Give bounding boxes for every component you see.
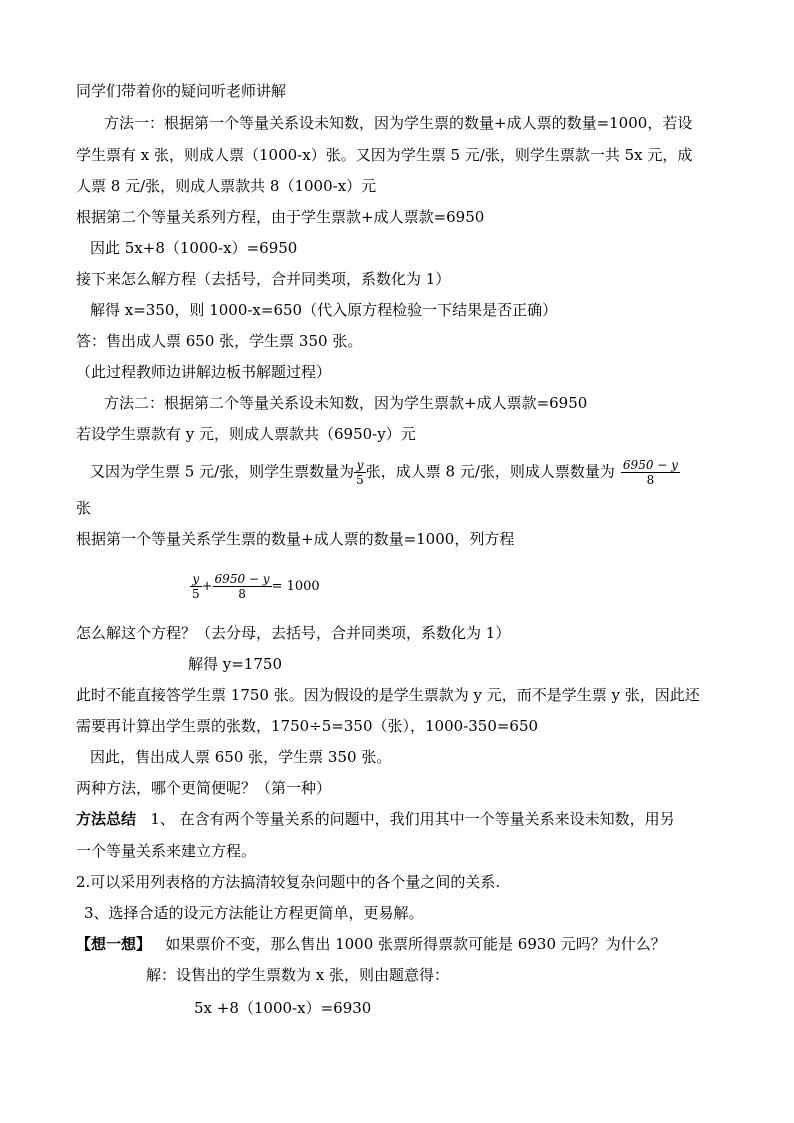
fraction-numerator: 6950 − y [214, 572, 270, 586]
text-line: 两种方法，哪个更简便呢？（第一种） [76, 779, 332, 797]
fraction-6950-minus-y-over-8 [213, 572, 272, 601]
text-line: 此时不能直接答学生票 1750 张。因为假设的是学生票款为 y 元，而不是学生票 y 张，因此还 [76, 686, 700, 704]
text-line: 一个等量关系来建立方程。 [76, 842, 257, 860]
fraction-y-over-5 [190, 572, 202, 601]
method-one-paragraph: 方法一：根据第一个等量关系设未知数，因为学生票的数量+成人票的数量=1000，若设 [104, 114, 693, 132]
text-line: 需要再计算出学生票的张数，1750÷5=350（张），1000-350=650 [76, 717, 539, 735]
answer-line: 答：售出成人票 650 张，学生票 350 张。 [76, 332, 363, 350]
equation-line: 因此 5x+8（1000-x）=6950 [90, 239, 298, 257]
text-line: 人票 8 元/张，则成人票款共 8（1000-x）元 [76, 177, 377, 195]
fraction-denominator: 5 [192, 587, 200, 601]
text-segment: 张，成人票 8 元/张，则成人票数量为 [365, 462, 615, 481]
summary-point-one: 1、 在含有两个等量关系的问题中，我们用其中一个等量关系来设未知数，用另 [150, 810, 675, 828]
text-line: 根据第二个等量关系列方程，由于学生票款+成人票款=6950 [76, 208, 485, 226]
think-heading: 【想一想】 [76, 935, 152, 953]
summary-heading: 方法总结 [76, 810, 137, 828]
fraction-denominator: 8 [213, 586, 272, 601]
text-line: 张 [76, 499, 92, 517]
fraction-numerator: y [356, 458, 364, 472]
text-line: 怎么解这个方程？（去分母，去括号，合并同类项，系数化为 1） [76, 624, 511, 642]
equation-rhs: = 1000 [271, 578, 320, 594]
note-line: （此过程教师边讲解边板书解题过程） [76, 363, 332, 381]
solution-line: 解：设售出的学生票数为 x 张，则由题意得： [146, 966, 449, 984]
text-segment: 又因为学生票 5 元/张，则学生票数量为 [90, 462, 355, 481]
text-line: 学生票有 x 张，则成人票（1000-x）张。又因为学生票 5 元/张，则学生票款一共 5x 元，成 [76, 146, 693, 164]
answer-line: 因此，售出成人票 650 张，学生票 350 张。 [90, 748, 392, 766]
fraction-numerator: 6950 − y [622, 458, 678, 472]
fraction-y-over-5 [354, 458, 366, 487]
text-line: 同学们带着你的疑问听老师讲解 [76, 82, 287, 100]
plus-sign: + [201, 578, 213, 594]
fraction-line [90, 458, 680, 487]
solution-line: 解得 x=350，则 1000-x=650（代入原方程检验一下结果是否正确） [90, 301, 558, 319]
equation-line: 5x +8（1000-x）=6930 [194, 999, 372, 1017]
think-question: 如果票价不变，那么售出 1000 张票所得票款可能是 6930 元吗？为什么？ [165, 935, 666, 953]
solution-line: 解得 y=1750 [188, 655, 282, 673]
fraction-denominator: 8 [621, 472, 680, 487]
text-line: 根据第一个等量关系学生票的数量+成人票的数量=1000，列方程 [76, 530, 515, 548]
think-line [76, 934, 666, 954]
summary-point-three: 3、选择合适的设元方法能让方程更简单，更易解。 [84, 904, 424, 922]
fraction-numerator: y [192, 572, 200, 586]
fraction-denominator: 5 [356, 473, 364, 487]
fraction-6950-minus-y-over-8 [621, 458, 680, 487]
text-line: 若设学生票款有 y 元，则成人票款共（6950-y）元 [76, 425, 416, 443]
method-two-paragraph: 方法二：根据第二个等量关系设未知数，因为学生票款+成人票款=6950 [104, 394, 588, 412]
text-line: 接下来怎么解方程（去括号，合并同类项，系数化为 1） [76, 270, 451, 288]
summary-point-two: 2.可以采用列表格的方法搞清较复杂问题中的各个量之间的关系. [76, 873, 501, 891]
equation-block [190, 572, 320, 601]
summary-line [76, 809, 675, 829]
